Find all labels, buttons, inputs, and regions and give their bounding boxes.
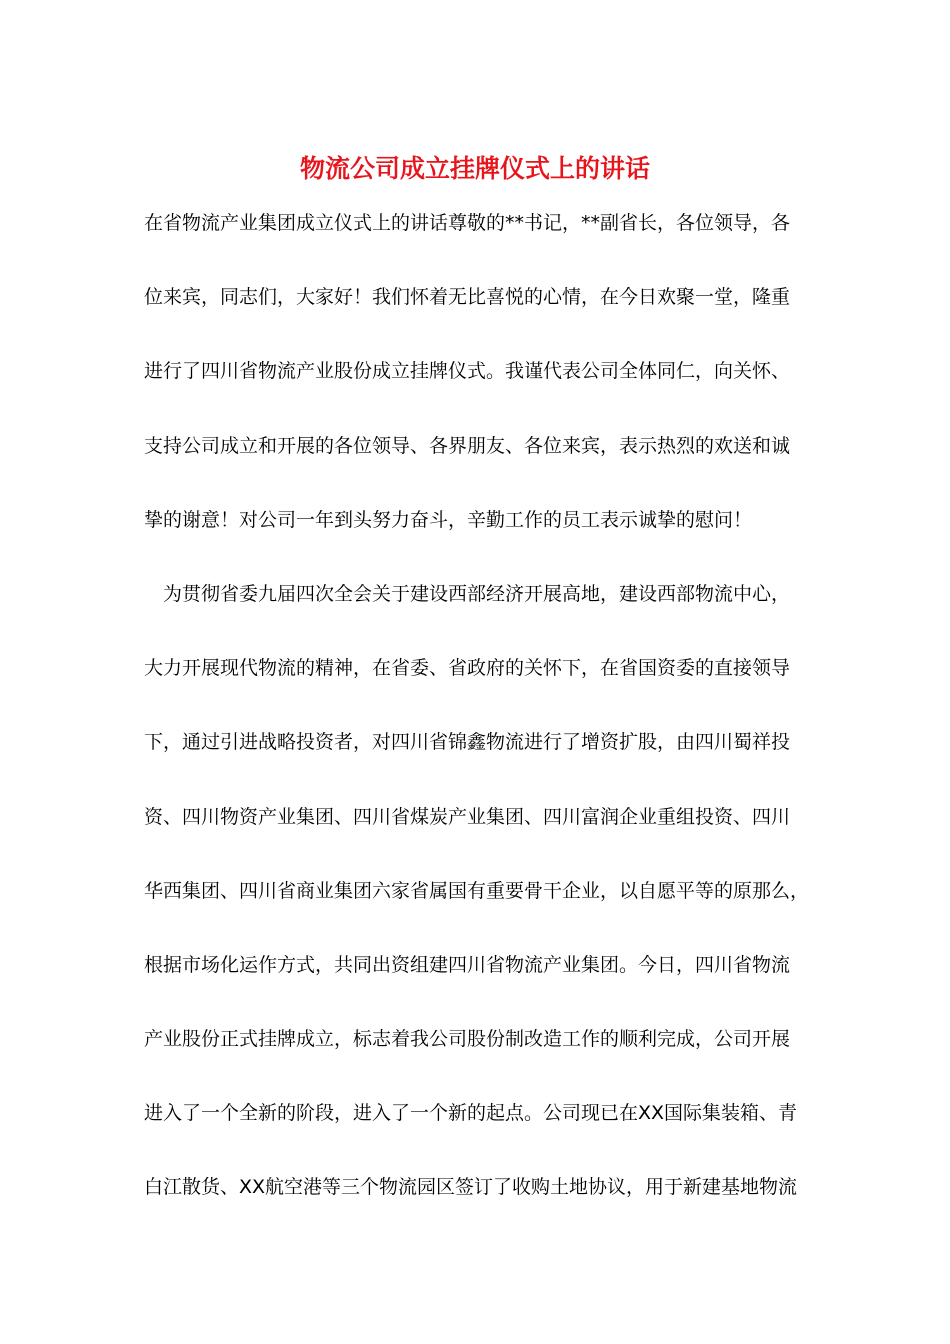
body-line-10: 华西集团、四川省商业集团六家省属国有重要骨干企业，以自愿平等的原那么，: [144, 879, 810, 902]
body-line-11: 根据市场化运作方式，共同出资组建四川省物流产业集团。今日，四川省物流: [144, 953, 791, 976]
body-line-12: 产业股份正式挂牌成立，标志着我公司股份制改造工作的顺利完成，公司开展: [144, 1028, 791, 1051]
body-line-4: 支持公司成立和开展的各位领导、各界朋友、各位来宾，表示热烈的欢送和诚: [144, 434, 791, 457]
body-line-9: 资、四川物资产业集团、四川省煤炭产业集团、四川富润企业重组投资、四川: [144, 805, 791, 828]
document-body: [144, 203, 809, 1242]
body-line-14: 白江散货、XX航空港等三个物流园区签订了收购土地协议，用于新建基地物流: [144, 1176, 798, 1199]
body-line-5: 挚的谢意！对公司一年到头努力奋斗，辛勤工作的员工表示诚挚的慰问！: [144, 508, 753, 531]
body-line-7: 大力开展现代物流的精神，在省委、省政府的关怀下，在省国资委的直接领导: [144, 657, 791, 680]
body-line-8: 下，通过引进战略投资者，对四川省锦鑫物流进行了增资扩股，由四川蜀祥投: [144, 731, 791, 754]
body-line-2: 位来宾，同志们，大家好！我们怀着无比喜悦的心情，在今日欢聚一堂，隆重: [144, 286, 791, 309]
body-line-6: 为贯彻省委九届四次全会关于建设西部经济开展高地，建设西部物流中心，: [163, 582, 791, 605]
document-title: 物流公司成立挂牌仪式上的讲话: [299, 154, 650, 183]
body-line-3: 进行了四川省物流产业股份成立挂牌仪式。我谨代表公司全体同仁，向关怀、: [144, 360, 791, 383]
body-line-13: 进入了一个全新的阶段，进入了一个新的起点。公司现已在XX国际集装箱、青: [144, 1102, 798, 1125]
body-line-1: 在省物流产业集团成立仪式上的讲话尊敬的**书记，**副省长，各位领导，各: [144, 212, 791, 234]
